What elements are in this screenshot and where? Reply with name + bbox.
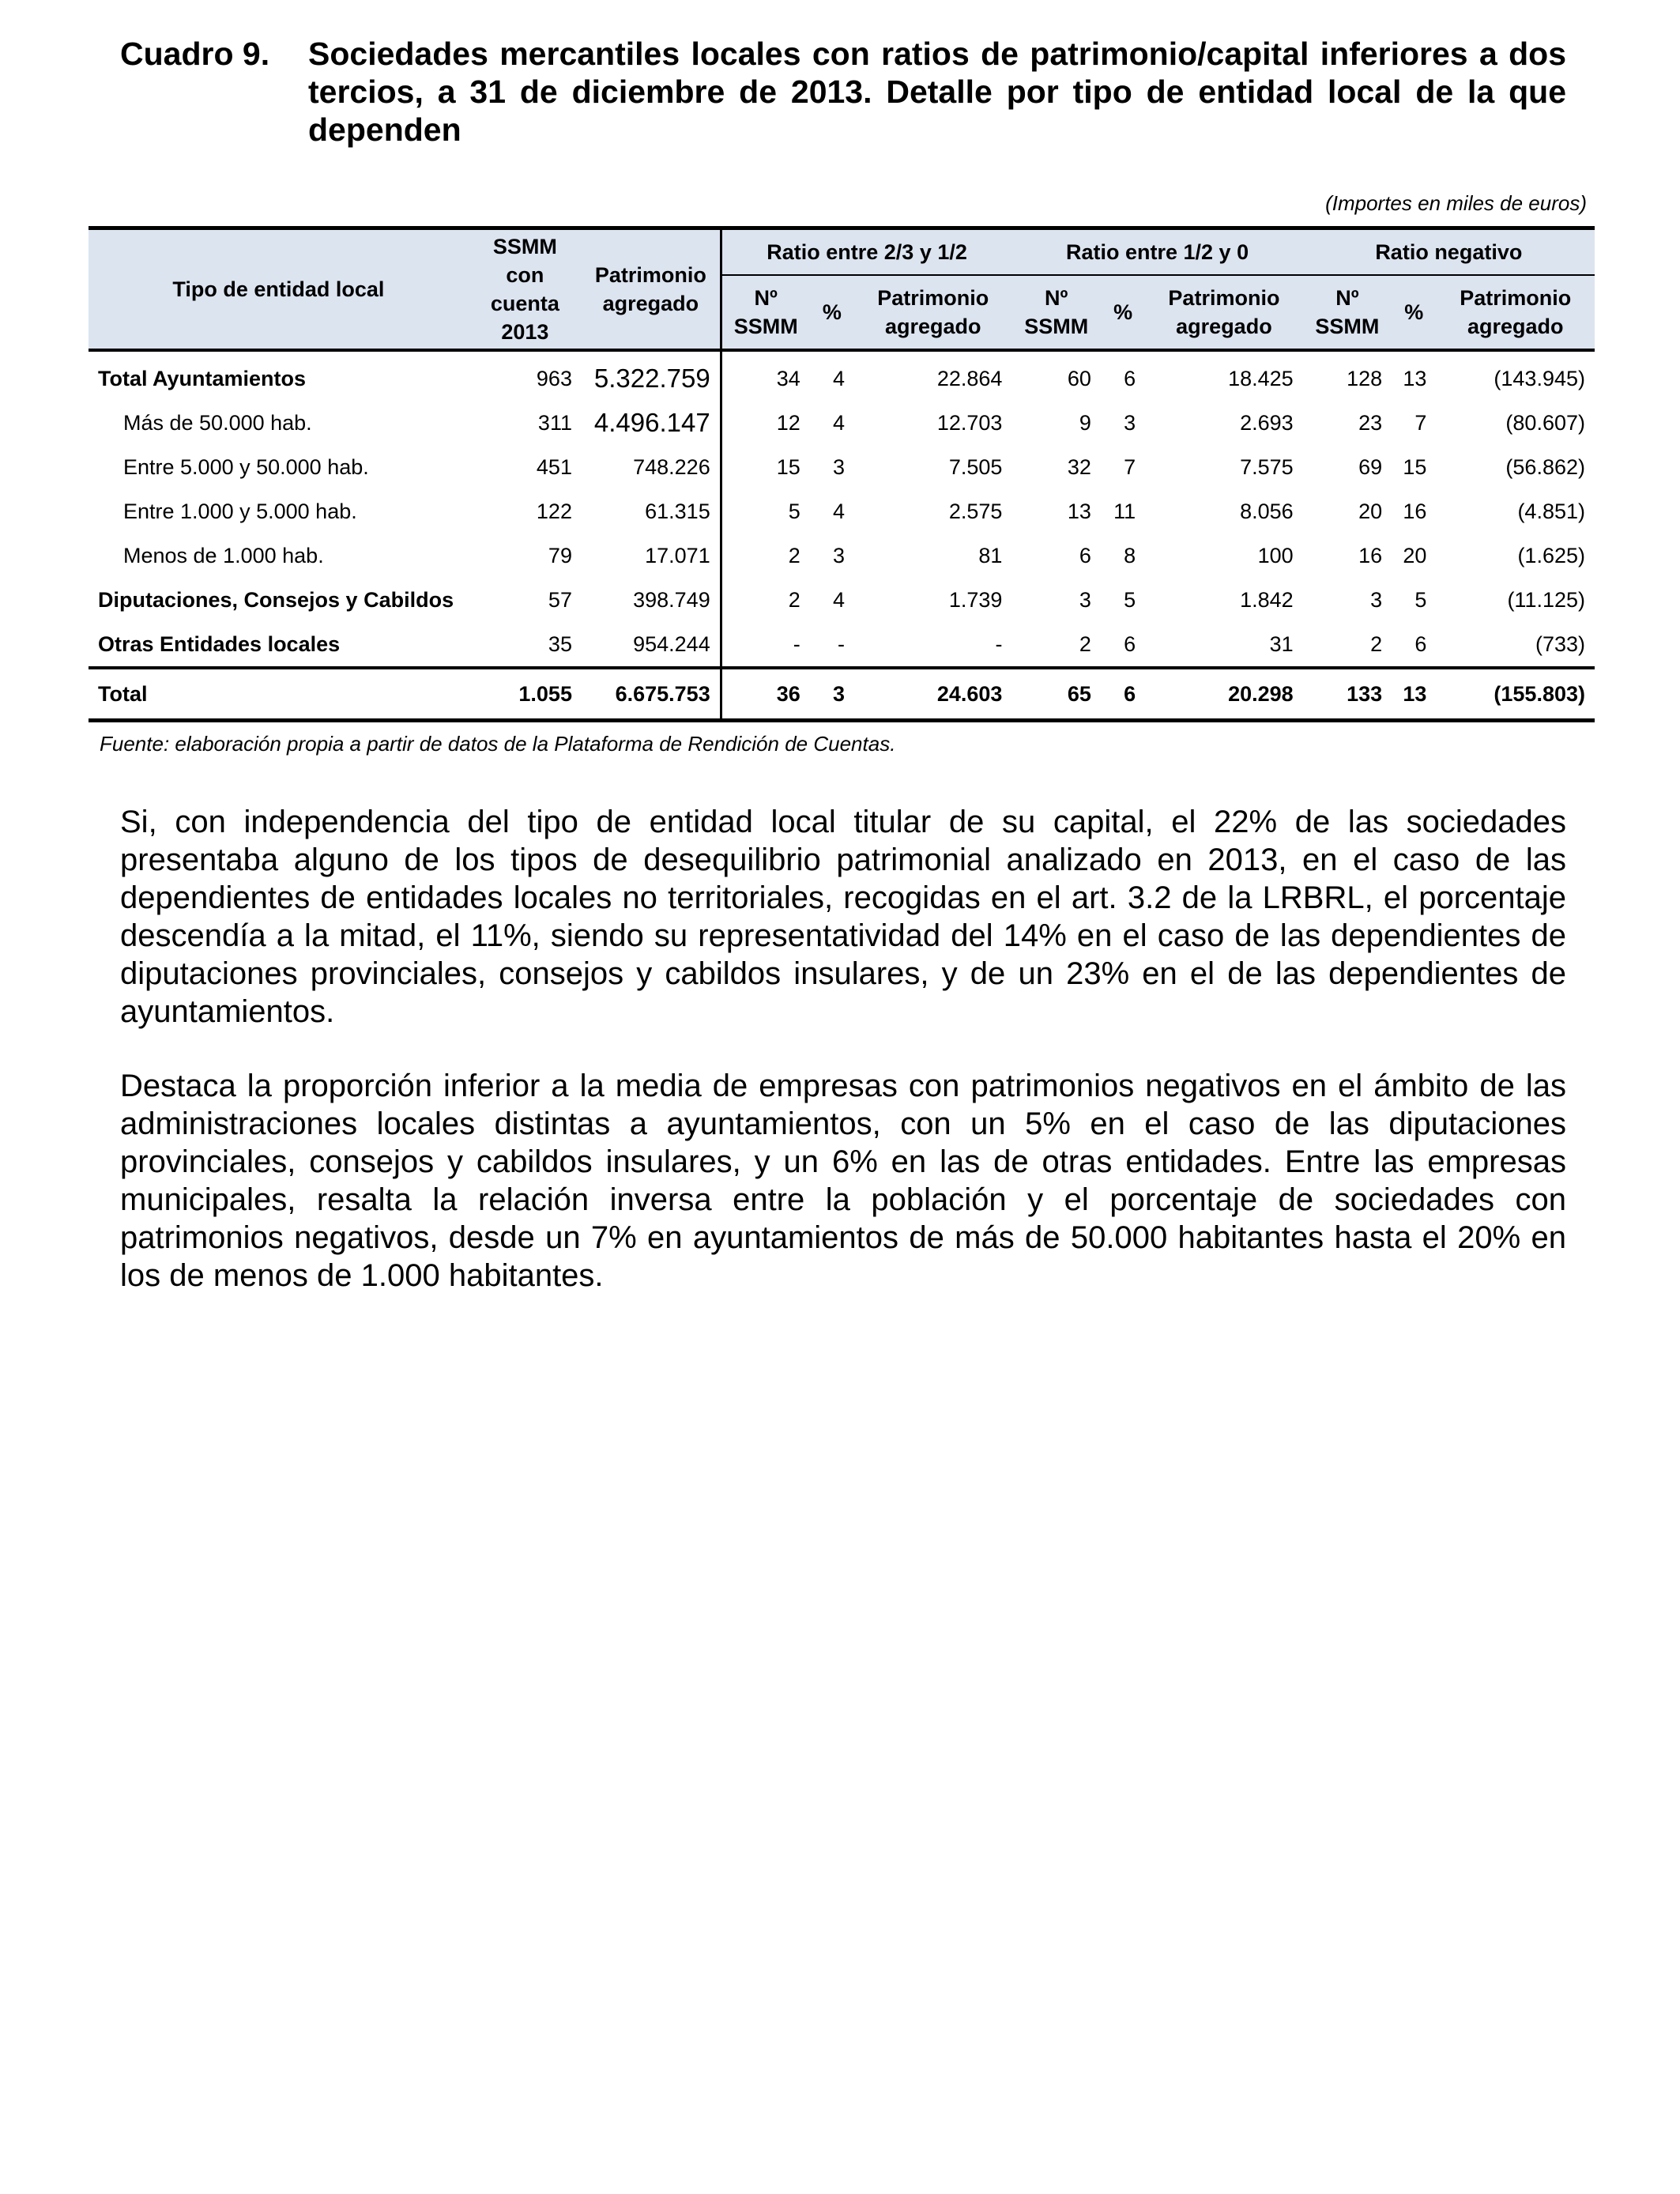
total-cell: 65: [1011, 668, 1101, 721]
table-cell: 3: [832, 543, 845, 567]
table-row: [89, 622, 1595, 668]
table-cell: 3: [832, 454, 845, 479]
table-cell: 2: [1370, 631, 1383, 656]
header-patrimonio: Patrimonio agregado: [582, 228, 721, 351]
table-cell: 11: [1113, 499, 1136, 523]
table-cell: 60: [1067, 366, 1091, 390]
table-cell: -: [721, 622, 810, 668]
header-pct: %: [1101, 275, 1145, 350]
header-pct: %: [810, 275, 854, 350]
row-label: Entre 5.000 y 50.000 hab.: [123, 454, 369, 479]
header-n-ssmm: Nº SSMM: [721, 275, 810, 350]
table-cell: 1.842: [1240, 587, 1294, 612]
table-row: [89, 350, 1595, 401]
total-cell: 6.675.753: [582, 668, 721, 721]
table-cell: 20: [1358, 499, 1383, 523]
table-cell: 18.425: [1228, 366, 1294, 390]
table-cell: 1.739: [948, 587, 1003, 612]
table-cell: 35: [548, 631, 572, 656]
table-cell: 2.693: [1240, 410, 1294, 435]
header-patrimonio-agregado: Patrimonio agregado: [1436, 275, 1595, 350]
table-cell: 32: [1067, 454, 1091, 479]
table-cell: 2: [721, 533, 810, 578]
table-cell: 12.703: [936, 410, 1003, 435]
table-cell: 17.071: [645, 543, 710, 567]
row-label: Total Ayuntamientos: [98, 366, 307, 390]
table-header: [89, 228, 1595, 351]
total-cell: (155.803): [1436, 668, 1595, 721]
row-label: Diputaciones, Consejos y Cabildos: [98, 587, 454, 612]
table-cell: 2: [1079, 631, 1091, 656]
total-cell: 24.603: [854, 668, 1011, 721]
table-cell: 5: [1124, 587, 1136, 612]
table-cell: 15: [1403, 454, 1427, 479]
paragraph: Si, con independencia del tipo de entidad local titular de su capital, el 22% de las sociedades presentaba alguno de los tipos de desequilibrio patrimonial analizado en 2013, en el caso de las dependientes de entidades locales no territoriales, recogidas en el art. 3.2 de la LRBRL, el porcentaje descendía a la mitad, el 11%, siendo su representatividad del 14% en el caso de las dependientes de diputaciones provinciales, consejos y cabildos insulares, y de un 23% en el de las dependientes de ayuntamientos.: [120, 805, 1566, 1029]
table-cell: 23: [1358, 410, 1383, 435]
total-cell: 13: [1392, 668, 1436, 721]
table-cell: 13: [1403, 366, 1427, 390]
table-cell: 4: [832, 410, 845, 435]
table-cell: 7.505: [948, 454, 1003, 479]
table-caption: [120, 35, 1566, 149]
table-cell: 4: [832, 587, 845, 612]
table-cell: 9: [1079, 410, 1091, 435]
table-cell: 2: [721, 578, 810, 622]
table-cell: 311: [537, 410, 572, 435]
table-row: [89, 401, 1595, 445]
table-cell: (733): [1535, 631, 1585, 656]
table-cell: 4: [832, 499, 845, 523]
table-cell: 7.575: [1240, 454, 1294, 479]
table-cell: 8.056: [1240, 499, 1294, 523]
table-cell: 128: [1347, 366, 1383, 390]
table-cell: 6: [1414, 631, 1427, 656]
caption-title: Sociedades mercantiles locales con ratios de patrimonio/capital inferiores a dos tercios, a 31 de diciembre de 2013. Detalle por tipo de entidad local de la que dependen: [308, 36, 1566, 148]
table-cell: 81: [978, 543, 1003, 567]
table-cell: 6: [1124, 366, 1136, 390]
table-cell: 13: [1067, 499, 1091, 523]
table-cell: 7: [1414, 410, 1427, 435]
table-cell: 122: [536, 499, 572, 523]
total-cell: 36: [721, 668, 810, 721]
header-group-ratio-23-12: Ratio entre 2/3 y 1/2: [721, 228, 1011, 276]
table-cell: (4.851): [1517, 499, 1585, 523]
table-cell: (56.862): [1505, 454, 1585, 479]
table-cell: 100: [1257, 543, 1294, 567]
total-label: Total: [89, 668, 469, 721]
paragraph: Destaca la proporción inferior a la media de empresas con patrimonios negativos en el ámbito de las administraciones locales distintas a ayuntamientos, con un 5% en el caso de las diputaciones provinciales, consejos y cabildos insulares, y un 6% en las de otras entidades. Entre las empresas municipales, resalta la relación inversa entre la población y el porcentaje de sociedades con patrimonios negativos, desde un 7% en ayuntamientos de más de 50.000 habitantes hasta el 20% en los de menos de 1.000 habitantes.: [120, 1069, 1566, 1293]
table-cell: 954.244: [633, 631, 710, 656]
caption-number: Cuadro 9.: [120, 36, 270, 72]
data-table: [89, 226, 1595, 722]
table-cell: 7: [1124, 454, 1136, 479]
table-cell: 5.322.759: [593, 364, 710, 393]
header-n-ssmm: Nº SSMM: [1011, 275, 1101, 350]
table-row: [89, 533, 1595, 578]
total-cell: 3: [810, 668, 854, 721]
row-label: Menos de 1.000 hab.: [123, 543, 324, 567]
total-cell: 133: [1303, 668, 1392, 721]
table-cell: 69: [1358, 454, 1383, 479]
total-cell: 1.055: [469, 668, 582, 721]
table-row: [89, 489, 1595, 533]
row-label: Entre 1.000 y 5.000 hab.: [123, 499, 357, 523]
table-cell: -: [995, 631, 1003, 656]
header-group-ratio-negativo: Ratio negativo: [1303, 228, 1595, 276]
table-row: [89, 578, 1595, 622]
header-patrimonio-agregado: Patrimonio agregado: [854, 275, 1011, 350]
header-patrimonio-agregado: Patrimonio agregado: [1145, 275, 1302, 350]
source-note: Fuente: elaboración propia a partir de datos de la Plataforma de Rendición de Cuentas.: [100, 732, 896, 756]
table-cell: 2.575: [948, 499, 1003, 523]
table-cell: 3: [1370, 587, 1383, 612]
table-cell: 31: [1269, 631, 1294, 656]
total-row: [89, 668, 1595, 721]
table-cell: 398.749: [633, 587, 710, 612]
table-body: [89, 350, 1595, 668]
table-cell: 15: [721, 445, 810, 489]
table-cell: 61.315: [645, 499, 710, 523]
table-cell: 5: [1414, 587, 1427, 612]
total-cell: 20.298: [1145, 668, 1302, 721]
table-cell: 57: [548, 587, 572, 612]
table-cell: (11.125): [1507, 587, 1585, 612]
table-cell: 6: [1079, 543, 1091, 567]
table-cell: 22.864: [936, 366, 1003, 390]
table-cell: 451: [536, 454, 572, 479]
table-cell: 12: [721, 401, 810, 445]
header-pct: %: [1392, 275, 1436, 350]
table-row: [89, 445, 1595, 489]
row-label: Más de 50.000 hab.: [123, 410, 312, 435]
header-n-ssmm: Nº SSMM: [1303, 275, 1392, 350]
header-group-ratio-12-0: Ratio entre 1/2 y 0: [1011, 228, 1302, 276]
total-cell: 6: [1101, 668, 1145, 721]
table-cell: 79: [548, 543, 572, 567]
header-tipo: Tipo de entidad local: [89, 228, 469, 351]
table-cell: 16: [1403, 499, 1427, 523]
table-cell: 3: [1079, 587, 1091, 612]
table-cell: 20: [1403, 543, 1427, 567]
table-cell: 16: [1358, 543, 1383, 567]
table-cell: 4: [832, 366, 845, 390]
table-cell: 6: [1124, 631, 1136, 656]
table-cell: 5: [721, 489, 810, 533]
table-cell: 4.496.147: [593, 408, 710, 437]
header-ssmm: SSMM con cuenta 2013: [469, 228, 582, 351]
table-cell: 748.226: [633, 454, 710, 479]
row-label: Otras Entidades locales: [98, 631, 341, 656]
table-cell: (1.625): [1517, 543, 1585, 567]
table-cell: 8: [1124, 543, 1136, 567]
units-note: (Importes en miles de euros): [1325, 191, 1587, 215]
table-cell: (143.945): [1494, 366, 1585, 390]
table-cell: 3: [1124, 410, 1136, 435]
table-cell: (80.607): [1505, 410, 1585, 435]
table-cell: -: [837, 631, 845, 656]
table-cell: 963: [536, 366, 572, 390]
table-cell: 34: [721, 350, 810, 401]
